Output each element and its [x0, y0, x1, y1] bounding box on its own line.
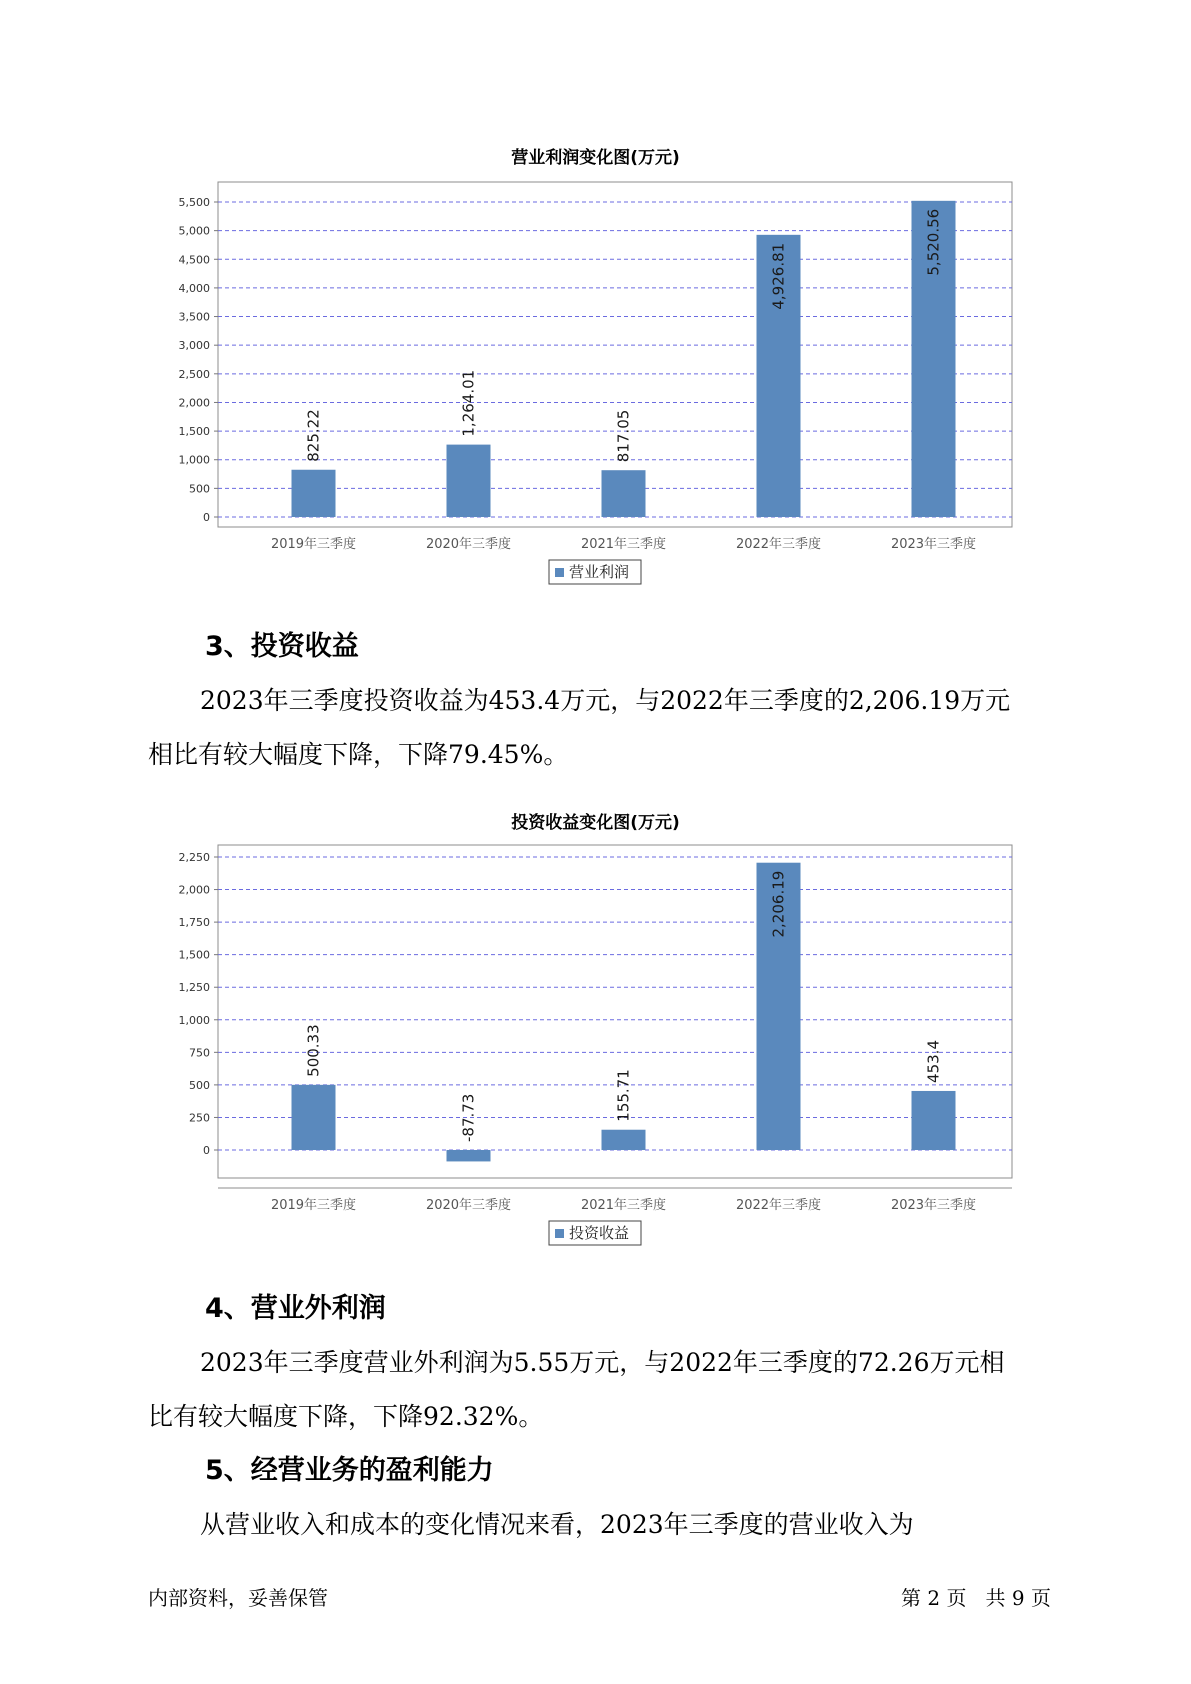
paragraph-line: 相比有较大幅度下降，下降79.45%。: [148, 740, 569, 769]
bar: [912, 1091, 956, 1150]
y-tick-label: 5,000: [178, 224, 210, 238]
plot-area: [218, 845, 1012, 1178]
y-tick-label: 500: [189, 482, 210, 496]
operating-profit-chart: [0, 170, 1191, 590]
paragraph-line: 从营业收入和成本的变化情况来看，2023年三季度的营业收入为: [200, 1510, 914, 1539]
bar-value-label: 500.33: [304, 1024, 323, 1077]
y-tick-label: 0: [203, 1144, 210, 1157]
bar: [292, 1085, 336, 1150]
chart-title-investment-income: 投资收益变化图(万元): [511, 813, 680, 833]
section-heading-non-operating-profit: 4、营业外利润: [205, 1293, 386, 1324]
bar-value-label: 5,520.56: [924, 208, 943, 276]
y-tick-label: 2,000: [178, 396, 210, 410]
y-tick-label: 2,000: [178, 883, 210, 897]
y-tick-label: 3,500: [178, 310, 210, 324]
x-tick-label: 2021年三季度: [580, 1198, 667, 1213]
chart-title-operating-profit: 营业利润变化图(万元): [511, 148, 680, 168]
y-tick-label: 5,500: [178, 196, 210, 209]
x-tick-label: 2020年三季度: [425, 1198, 512, 1213]
legend-swatch: [555, 1229, 564, 1238]
section-heading-investment-income: 3、投资收益: [205, 631, 359, 662]
y-tick-label: 250: [189, 1111, 210, 1125]
section-paragraph-non-operating-profit: [148, 1336, 1068, 1444]
section-paragraph-investment-income: [148, 674, 1068, 782]
paragraph-line: 比有较大幅度下降，下降92.32%。: [148, 1402, 544, 1431]
y-tick-label: 1,500: [178, 948, 210, 962]
x-tick-label: 2022年三季度: [735, 537, 822, 552]
footer-page-number: 第 2 页 共 9 页: [901, 1586, 1051, 1610]
y-tick-label: 0: [203, 511, 210, 524]
x-tick-label: 2019年三季度: [270, 537, 357, 552]
bar: [447, 445, 491, 517]
x-tick-label: 2022年三季度: [735, 1198, 822, 1213]
legend-label: 营业利润: [569, 563, 630, 581]
y-tick-label: 2,500: [178, 367, 210, 381]
legend-swatch: [555, 568, 564, 577]
bar-value-label: 1,264.01: [459, 369, 478, 437]
y-tick-label: 1,750: [178, 916, 210, 930]
y-tick-label: 1,000: [178, 453, 210, 467]
bar: [602, 1130, 646, 1150]
bar-value-label: 155.71: [614, 1069, 633, 1122]
bar: [447, 1150, 491, 1161]
x-tick-label: 2020年三季度: [425, 537, 512, 552]
x-tick-label: 2023年三季度: [890, 537, 977, 552]
y-tick-label: 1,250: [178, 981, 210, 995]
bar-value-label: 825.22: [304, 409, 323, 462]
y-tick-label: 2,250: [178, 851, 210, 864]
y-tick-label: 3,000: [178, 339, 210, 353]
y-tick-label: 4,000: [178, 281, 210, 295]
section-heading-profitability: 5、经营业务的盈利能力: [205, 1455, 494, 1486]
bar-value-label: 817.05: [614, 409, 633, 463]
y-tick-label: 4,500: [178, 253, 210, 267]
bar: [292, 470, 336, 517]
section-paragraph-profitability: [148, 1498, 1068, 1552]
legend-label: 投资收益: [569, 1224, 630, 1242]
investment-income-chart: [0, 835, 1191, 1255]
bar-value-label: 4,926.81: [769, 242, 788, 310]
bar-value-label: 453.4: [924, 1040, 943, 1083]
bar: [602, 470, 646, 517]
x-tick-label: 2023年三季度: [890, 1198, 977, 1213]
bar-value-label: -87.73: [459, 1093, 478, 1142]
y-tick-label: 500: [189, 1078, 210, 1092]
paragraph-line: 2023年三季度营业外利润为5.55万元，与2022年三季度的72.26万元相: [200, 1348, 1005, 1377]
y-tick-label: 1,000: [178, 1013, 210, 1027]
y-tick-label: 750: [189, 1046, 210, 1060]
paragraph-line: 2023年三季度投资收益为453.4万元，与2022年三季度的2,206.19万元: [200, 686, 1011, 715]
x-tick-label: 2021年三季度: [580, 537, 667, 552]
x-tick-label: 2019年三季度: [270, 1198, 357, 1213]
footer-confidential-note: 内部资料，妥善保管: [148, 1586, 328, 1610]
bar-value-label: 2,206.19: [769, 870, 788, 938]
y-tick-label: 1,500: [178, 425, 210, 439]
